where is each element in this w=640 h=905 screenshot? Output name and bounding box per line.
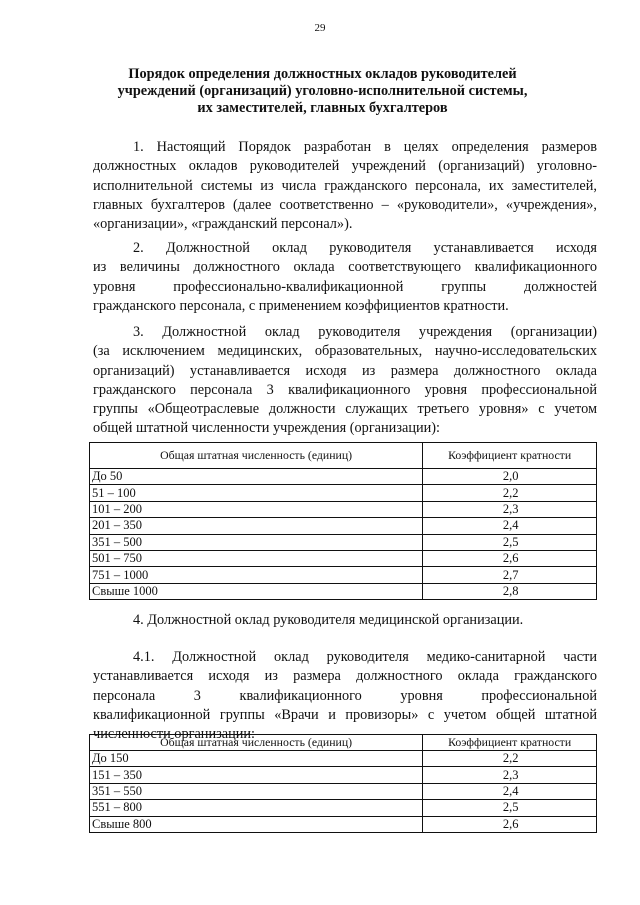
paragraph-line: организаций) устанавливается исходя из размера должностного оклада (93, 362, 597, 379)
column-header: Общая штатная численность (единиц) (90, 735, 423, 751)
table-cell-coefficient: 2,3 (423, 767, 597, 783)
table-cell-range: 201 – 350 (90, 518, 423, 534)
paragraph-line: 2. Должностной оклад руководителя устанавливается исходя (133, 240, 597, 256)
paragraph-line: должностных окладов руководителей учреждений (организаций) уголовно- (93, 158, 597, 175)
table-cell-coefficient: 2,2 (423, 751, 597, 767)
paragraph-line: 1. Настоящий Порядок разработан в целях определения размеров (133, 139, 597, 155)
coefficient-table-1 (89, 442, 597, 600)
paragraph-4: 4. Должностной оклад руководителя медицинской организации. (133, 612, 524, 628)
paragraph-line: «организации», «гражданский персонал»). (93, 216, 353, 233)
table-row (90, 816, 597, 832)
table-cell-coefficient: 2,3 (423, 501, 597, 517)
table-row (90, 767, 597, 783)
column-header: Коэффициент кратности (423, 443, 597, 469)
table-cell-range: Свыше 800 (90, 816, 423, 832)
page-number: 29 (314, 22, 326, 34)
table-row (90, 583, 597, 599)
paragraph-1 (93, 138, 597, 234)
table-cell-range: 551 – 800 (90, 800, 423, 816)
paragraph-line: группы «Общеотраслевые должности служащих третьего уровня» с учетом (93, 401, 597, 418)
paragraph-line: из величины должностного оклада соответствующего квалификационного (93, 259, 597, 276)
table-cell-range: 101 – 200 (90, 501, 423, 517)
table-row (90, 751, 597, 767)
title-line: учреждений (организаций) уголовно-исполнительной системы, (117, 83, 528, 99)
paragraph-line: 3. Должностной оклад руководителя учреждения (организации) (133, 324, 597, 340)
table-row (90, 800, 597, 816)
table-cell-range: 51 – 100 (90, 485, 423, 501)
paragraph-line: численности организации: (93, 726, 256, 743)
table-cell-range: 501 – 750 (90, 550, 423, 566)
paragraph-3 (93, 323, 597, 439)
table-cell-coefficient: 2,6 (423, 550, 597, 566)
table-cell-coefficient: 2,0 (423, 469, 597, 485)
paragraph-line: общей штатной численности учреждения (организации): (93, 420, 441, 437)
table-row (90, 550, 597, 566)
paragraph-4-1 (93, 648, 597, 744)
table-header-row (90, 735, 597, 751)
document-title (95, 66, 550, 117)
table-cell-range: 751 – 1000 (90, 567, 423, 583)
table-cell-coefficient: 2,7 (423, 567, 597, 583)
paragraph-line: устанавливается исходя из размера должностного оклада гражданского (93, 668, 597, 685)
paragraph-line: персонала 3 квалификационного уровня профессиональной (93, 687, 597, 704)
table-cell-coefficient: 2,2 (423, 485, 597, 501)
column-header: Коэффициент кратности (423, 735, 597, 751)
table-row (90, 567, 597, 583)
table-cell-coefficient: 2,4 (423, 518, 597, 534)
column-header: Общая штатная численность (единиц) (90, 443, 423, 469)
paragraph-line: гражданского персонала 3 квалификационного уровня профессиональной (93, 381, 597, 398)
table-cell-range: 151 – 350 (90, 767, 423, 783)
paragraph-line: исполнительной системы из числа гражданского персонала, их заместителей, (93, 177, 597, 194)
table-cell-coefficient: 2,5 (423, 800, 597, 816)
table-row (90, 469, 597, 485)
table-row (90, 518, 597, 534)
table-cell-range: До 150 (90, 751, 423, 767)
coefficient-table-2 (89, 734, 597, 833)
title-line: их заместителей, главных бухгалтеров (197, 100, 448, 116)
table-row (90, 485, 597, 501)
table-row (90, 783, 597, 799)
title-line: Порядок определения должностных окладов руководителей (128, 66, 517, 82)
table-cell-range: 351 – 550 (90, 783, 423, 799)
table-cell-range: 351 – 500 (90, 534, 423, 550)
paragraph-line: (за исключением медицинских, образовательных, научно-исследовательских (93, 343, 597, 360)
paragraph-line: 4.1. Должностной оклад руководителя медико-санитарной части (133, 649, 597, 665)
table-header-row (90, 443, 597, 469)
paragraph-2 (93, 239, 597, 316)
table-row (90, 534, 597, 550)
table-cell-coefficient: 2,8 (423, 583, 597, 599)
paragraph-line: гражданского персонала, с применением коэффициентов кратности. (93, 297, 509, 314)
table-cell-range: До 50 (90, 469, 423, 485)
table-cell-coefficient: 2,6 (423, 816, 597, 832)
table-cell-coefficient: 2,4 (423, 783, 597, 799)
paragraph-line: уровня профессионально-квалификационной группы должностей (93, 278, 597, 295)
table-row (90, 501, 597, 517)
table-cell-range: Свыше 1000 (90, 583, 423, 599)
paragraph-line: главных бухгалтеров (далее соответственно – «руководители», «учреждения», (93, 196, 597, 213)
paragraph-line: квалификационной группы «Врачи и провизоры» с учетом общей штатной (93, 706, 597, 723)
table-cell-coefficient: 2,5 (423, 534, 597, 550)
